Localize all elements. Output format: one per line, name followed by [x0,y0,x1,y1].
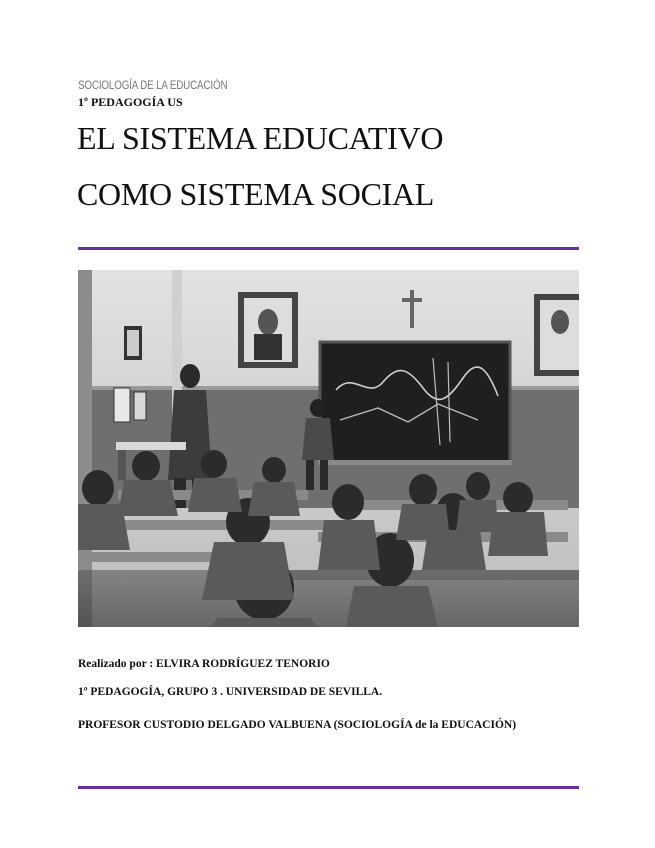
author-credit: Realizado por : ELVIRA RODRÍGUEZ TENORIO [78,658,330,670]
course-header: 1º PEDAGOGÍA US [78,95,183,109]
subject-header: SOCIOLOGÍA DE LA EDUCACIÓN [78,78,228,92]
title-line-1: EL SISTEMA EDUCATIVO [77,120,444,156]
top-divider [78,247,579,250]
title-line-2: COMO SISTEMA SOCIAL [77,176,435,212]
professor-credit: PROFESOR CUSTODIO DELGADO VALBUENA (SOCIOLOGÍA de la EDUCACIÓN) [78,719,517,731]
group-credit: 1º PEDAGOGÍA, GRUPO 3 . UNIVERSIDAD DE SEVILLA. [78,686,383,698]
bottom-divider [78,786,579,789]
classroom-photo [78,270,579,627]
